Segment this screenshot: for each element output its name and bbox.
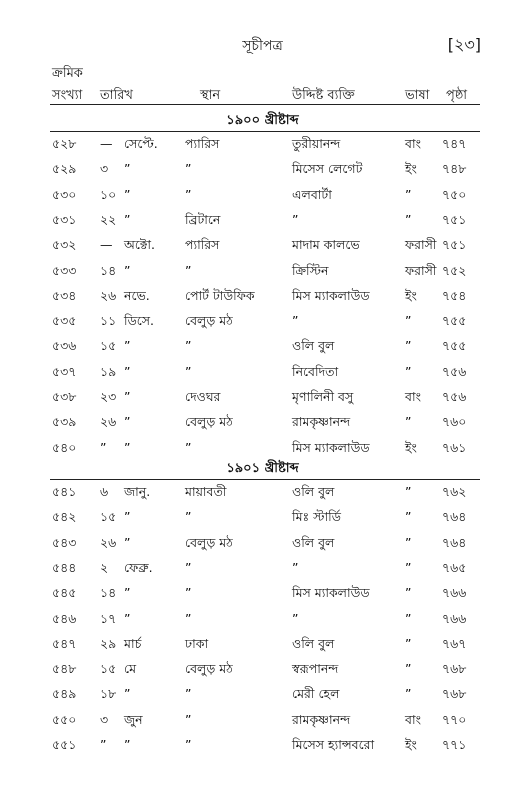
column-header-serial: সংখ্যা bbox=[52, 88, 83, 103]
day-cell: ২৩ bbox=[100, 389, 117, 404]
place-cell: ” bbox=[185, 186, 192, 202]
page-cell: ৭৫৬ bbox=[442, 389, 467, 404]
addressee-cell: ওলি বুল bbox=[292, 534, 335, 550]
table-row bbox=[0, 364, 525, 386]
serial-cell: ৫৩৬ bbox=[52, 338, 77, 354]
addressee-cell: মিস ম্যাকলাউড bbox=[292, 439, 370, 455]
addressee-cell: নিবেদিতা bbox=[292, 363, 339, 379]
serial-cell: ৫৫০ bbox=[52, 711, 77, 727]
month-cell: ” bbox=[124, 414, 131, 430]
page-cell: ৭৬৬ bbox=[442, 585, 467, 601]
addressee-cell: ” bbox=[292, 610, 299, 626]
table-row bbox=[0, 535, 525, 557]
column-header-addressee: উদ্দিষ্ট ব্যক্তি bbox=[292, 88, 355, 103]
addressee-cell: ” bbox=[292, 559, 299, 575]
page-cell: ৭৫০ bbox=[442, 186, 467, 202]
table-row bbox=[0, 338, 525, 360]
table-row bbox=[0, 509, 525, 531]
language-cell: ” bbox=[405, 363, 412, 379]
place-cell: ” bbox=[185, 610, 192, 626]
serial-cell: ৫৩১ bbox=[52, 211, 77, 227]
place-cell: ” bbox=[185, 686, 192, 702]
place-cell: ” bbox=[185, 711, 192, 727]
table-row bbox=[0, 636, 525, 658]
language-cell: ইং bbox=[405, 161, 417, 177]
place-cell: পোর্ট টাউফিক bbox=[185, 287, 255, 303]
day-cell: ১৯ bbox=[100, 363, 117, 379]
month-cell: ” bbox=[124, 186, 131, 202]
place-cell: ” bbox=[185, 262, 192, 278]
addressee-cell: মিস ম্যাকলাউড bbox=[292, 585, 370, 601]
addressee-cell: ওলি বুল bbox=[292, 338, 335, 354]
serial-cell: ৫৪১ bbox=[52, 484, 77, 499]
addressee-cell: ওলি বুল bbox=[292, 635, 335, 651]
language-cell: বাং bbox=[405, 711, 421, 727]
month-cell: ” bbox=[124, 338, 131, 354]
page-title: সূচীপত্র bbox=[242, 38, 283, 54]
language-cell: ” bbox=[405, 559, 412, 575]
page-cell: ৭৫৪ bbox=[442, 287, 467, 303]
page-cell: ৭৬২ bbox=[442, 484, 467, 499]
addressee-cell: মেরী হেল bbox=[292, 686, 340, 702]
table-row bbox=[0, 136, 525, 158]
month-cell: ” bbox=[124, 737, 131, 752]
column-header-date: তারিখ bbox=[100, 88, 133, 103]
month-cell: ” bbox=[124, 686, 131, 702]
serial-cell: ৫৫১ bbox=[52, 737, 77, 752]
place-cell: ” bbox=[185, 439, 192, 455]
language-cell: ফরাসী bbox=[405, 262, 437, 278]
place-cell: দেওঘর bbox=[185, 389, 221, 404]
language-cell: ” bbox=[405, 661, 412, 677]
serial-cell: ৫৩৪ bbox=[52, 287, 77, 303]
language-cell: ” bbox=[405, 534, 412, 550]
page-cell: ৭৭১ bbox=[442, 737, 467, 752]
header-rule bbox=[50, 104, 480, 105]
page-cell: ৭৫১ bbox=[442, 211, 467, 227]
addressee-cell: মাদাম কালভে bbox=[292, 237, 360, 253]
serial-cell: ৫৪০ bbox=[52, 439, 77, 455]
language-cell: ” bbox=[405, 313, 412, 329]
language-cell: ফরাসী bbox=[405, 237, 437, 253]
table-row bbox=[0, 212, 525, 234]
month-cell: ” bbox=[124, 439, 131, 455]
addressee-cell: স্বরূপানন্দ bbox=[292, 661, 339, 677]
addressee-cell: মিসেস লেগেট bbox=[292, 161, 363, 177]
page-cell: ৭৬৫ bbox=[442, 559, 467, 575]
day-cell: ১১ bbox=[100, 313, 117, 329]
serial-cell: ৫৪৭ bbox=[52, 635, 77, 651]
day-cell: ২৯ bbox=[100, 635, 117, 651]
month-cell: জানু. bbox=[124, 484, 151, 499]
day-cell: ১৪ bbox=[100, 262, 117, 278]
place-cell: ” bbox=[185, 509, 192, 525]
serial-cell: ৫৩৭ bbox=[52, 363, 77, 379]
table-row bbox=[0, 161, 525, 183]
month-cell: ” bbox=[124, 161, 131, 177]
page-cell: ৭৬৮ bbox=[442, 686, 467, 702]
serial-cell: ৫৪২ bbox=[52, 509, 77, 525]
serial-cell: ৫৪৩ bbox=[52, 534, 77, 550]
page-cell: ৭৭০ bbox=[442, 711, 467, 727]
serial-cell: ৫৪৮ bbox=[52, 661, 77, 677]
language-cell: ইং bbox=[405, 287, 417, 303]
page-cell: ৭৫৫ bbox=[442, 338, 467, 354]
language-cell: ” bbox=[405, 186, 412, 202]
month-cell: মার্চ bbox=[124, 635, 142, 651]
serial-cell: ৫৩৯ bbox=[52, 414, 77, 430]
language-cell: ” bbox=[405, 509, 412, 525]
addressee-cell: মিসেস হ্যান্সবরো bbox=[292, 737, 375, 752]
day-cell: ” bbox=[100, 737, 107, 752]
table-row bbox=[0, 237, 525, 259]
day-cell: ২২ bbox=[100, 211, 117, 227]
month-cell: ” bbox=[124, 585, 131, 601]
page-cell: ৭৪৮ bbox=[442, 161, 467, 177]
addressee-cell: তুরীয়ানন্দ bbox=[292, 136, 341, 151]
month-cell: ফেব্রু. bbox=[124, 559, 153, 575]
day-cell: — bbox=[100, 237, 113, 253]
addressee-cell: মিঃ স্টার্ডি bbox=[292, 509, 341, 525]
month-cell: ডিসে. bbox=[124, 313, 155, 329]
day-cell: ১৫ bbox=[100, 509, 117, 525]
day-cell: ১৪ bbox=[100, 585, 117, 601]
place-cell: প্যারিস bbox=[185, 237, 220, 253]
page-number: [২৩] bbox=[447, 35, 481, 54]
serial-cell: ৫২৯ bbox=[52, 161, 77, 177]
language-cell: ” bbox=[405, 686, 412, 702]
language-cell: বাং bbox=[405, 136, 421, 151]
page-cell: ৭৫৬ bbox=[442, 363, 467, 379]
serial-cell: ৫৪৬ bbox=[52, 610, 77, 626]
table-row bbox=[0, 263, 525, 285]
day-cell: ” bbox=[100, 439, 107, 455]
table-row bbox=[0, 187, 525, 209]
language-cell: ” bbox=[405, 610, 412, 626]
language-cell: ” bbox=[405, 635, 412, 651]
serial-cell: ৫৪৫ bbox=[52, 585, 77, 601]
table-row bbox=[0, 585, 525, 607]
month-cell: ” bbox=[124, 610, 131, 626]
serial-cell: ৫৩৫ bbox=[52, 313, 77, 329]
day-cell: ২৬ bbox=[100, 534, 117, 550]
page-cell: ৭৪৭ bbox=[442, 136, 467, 151]
year-heading: ১৯০১ খ্রীষ্টাব্দ bbox=[226, 461, 299, 476]
day-cell: ১৫ bbox=[100, 338, 117, 354]
day-cell: ৬ bbox=[100, 484, 109, 499]
page-cell: ৭৬০ bbox=[442, 414, 467, 430]
serial-cell: ৫৩৩ bbox=[52, 262, 77, 278]
language-cell: ” bbox=[405, 414, 412, 430]
table-row bbox=[0, 414, 525, 436]
serial-cell: ৫৪৪ bbox=[52, 559, 77, 575]
page-cell: ৭৫১ bbox=[442, 237, 467, 253]
table-row bbox=[0, 389, 525, 411]
place-cell: ” bbox=[185, 585, 192, 601]
page-cell: ৭৬৪ bbox=[442, 509, 467, 525]
column-header-page: পৃষ্ঠা bbox=[446, 88, 468, 103]
month-cell: ” bbox=[124, 363, 131, 379]
month-cell: সেপ্টে. bbox=[124, 136, 158, 151]
page-cell: ৭৬৪ bbox=[442, 534, 467, 550]
month-cell: মে bbox=[124, 661, 137, 677]
page-cell: ৭৬৬ bbox=[442, 610, 467, 626]
serial-cell: ৫৩২ bbox=[52, 237, 77, 253]
page-cell: ৭৬৮ bbox=[442, 661, 467, 677]
place-cell: মায়াবতী bbox=[185, 484, 227, 499]
month-cell: ” bbox=[124, 534, 131, 550]
addressee-cell: মিস ম্যাকলাউড bbox=[292, 287, 370, 303]
place-cell: বেলুড় মঠ bbox=[185, 661, 233, 677]
month-cell: জুন bbox=[124, 711, 143, 727]
year-rule bbox=[50, 131, 480, 132]
addressee-cell: ওলি বুল bbox=[292, 484, 335, 499]
serial-cell: ৫২৮ bbox=[52, 136, 77, 151]
serial-cell: ৫৩০ bbox=[52, 186, 77, 202]
addressee-cell: রামকৃষ্ণানন্দ bbox=[292, 711, 351, 727]
place-cell: ” bbox=[185, 338, 192, 354]
place-cell: ” bbox=[185, 363, 192, 379]
language-cell: ইং bbox=[405, 737, 417, 752]
place-cell: বেলুড় মঠ bbox=[185, 313, 233, 329]
place-cell: বেলুড় মঠ bbox=[185, 534, 233, 550]
table-row bbox=[0, 560, 525, 582]
addressee-cell: এলবার্টা bbox=[292, 186, 332, 202]
table-row bbox=[0, 484, 525, 506]
column-header-place: স্থান bbox=[200, 88, 221, 103]
addressee-cell: ” bbox=[292, 211, 299, 227]
day-cell: ২৬ bbox=[100, 414, 117, 430]
year-heading: ১৯০০ খ্রীষ্টাব্দ bbox=[226, 113, 299, 128]
table-row bbox=[0, 611, 525, 633]
month-cell: নভে. bbox=[124, 287, 150, 303]
place-cell: প্যারিস bbox=[185, 136, 220, 151]
day-cell: — bbox=[100, 136, 113, 151]
month-cell: ” bbox=[124, 389, 131, 404]
place-cell: ” bbox=[185, 559, 192, 575]
month-cell: অক্টো. bbox=[124, 237, 155, 253]
addressee-cell: ক্রিস্টিন bbox=[292, 262, 329, 278]
place-cell: ” bbox=[185, 161, 192, 177]
day-cell: ১০ bbox=[100, 186, 117, 202]
day-cell: ২৬ bbox=[100, 287, 117, 303]
day-cell: ৩ bbox=[100, 711, 109, 727]
day-cell: ৩ bbox=[100, 161, 109, 177]
table-row bbox=[0, 661, 525, 683]
month-cell: ” bbox=[124, 509, 131, 525]
column-header-serial-top: ক্রমিক bbox=[52, 66, 83, 81]
language-cell: বাং bbox=[405, 389, 421, 404]
addressee-cell: ” bbox=[292, 313, 299, 329]
place-cell: ব্রিটানে bbox=[185, 211, 221, 227]
page-cell: ৭৫২ bbox=[442, 262, 467, 278]
language-cell: ” bbox=[405, 211, 412, 227]
month-cell: ” bbox=[124, 262, 131, 278]
place-cell: ঢাকা bbox=[185, 635, 209, 651]
table-row bbox=[0, 712, 525, 734]
addressee-cell: মৃণালিনী বসু bbox=[292, 389, 354, 404]
month-cell: ” bbox=[124, 211, 131, 227]
day-cell: ১৫ bbox=[100, 661, 117, 677]
day-cell: ১৭ bbox=[100, 610, 117, 626]
column-header-language: ভাষা bbox=[405, 88, 430, 103]
place-cell: বেলুড় মঠ bbox=[185, 414, 233, 430]
table-row bbox=[0, 737, 525, 759]
page-cell: ৭৫৫ bbox=[442, 313, 467, 329]
day-cell: ২ bbox=[100, 559, 109, 575]
language-cell: ইং bbox=[405, 439, 417, 455]
day-cell: ১৮ bbox=[100, 686, 117, 702]
language-cell: ” bbox=[405, 585, 412, 601]
table-row bbox=[0, 686, 525, 708]
serial-cell: ৫৩৮ bbox=[52, 389, 77, 404]
place-cell: ” bbox=[185, 737, 192, 752]
table-row bbox=[0, 313, 525, 335]
table-row bbox=[0, 288, 525, 310]
serial-cell: ৫৪৯ bbox=[52, 686, 77, 702]
language-cell: ” bbox=[405, 484, 412, 499]
language-cell: ” bbox=[405, 338, 412, 354]
page-cell: ৭৬১ bbox=[442, 439, 467, 455]
addressee-cell: রামকৃষ্ণানন্দ bbox=[292, 414, 351, 430]
page-cell: ৭৬৭ bbox=[442, 635, 467, 651]
year-rule bbox=[50, 479, 480, 480]
